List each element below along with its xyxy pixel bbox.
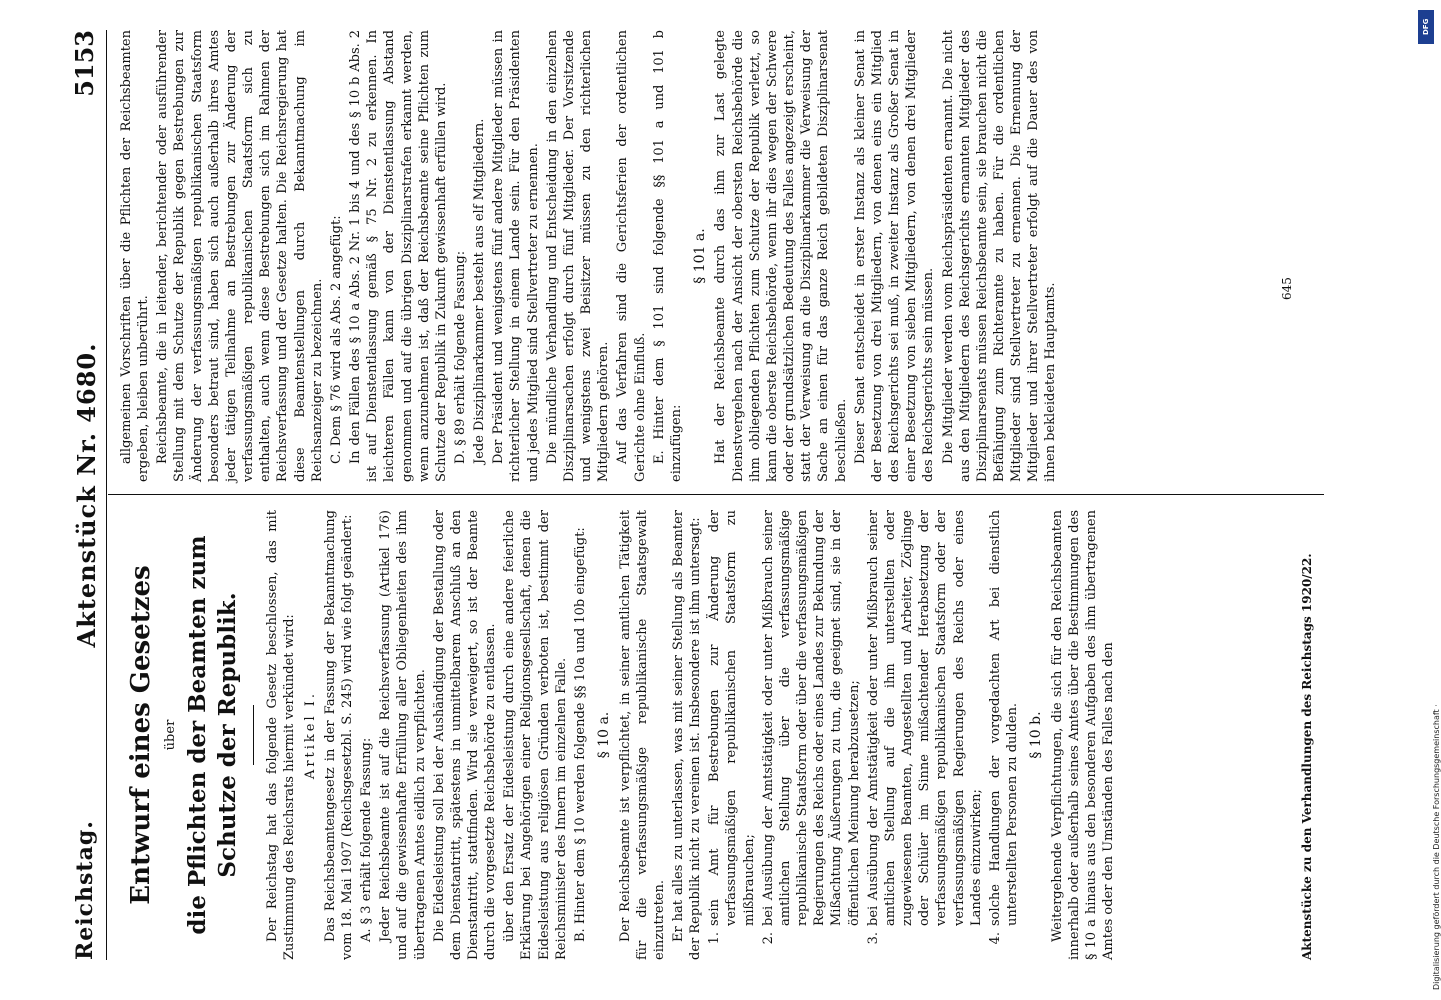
paragraph: allgemeinen Vorschriften über die Pflichten der Reichsbeamten ergeben, bleiben unberührt. (119, 30, 152, 482)
list-item-text: bei Ausübung der Amtstätigkeit oder unter Mißbrauch seiner amtlichen Stellung auf die ihm unterstellten oder zugewiesenen Beamten, Angestellten und Arbeiter, Zöglinge oder Schüler im Sinne mißachtender Herabsetzung der verfassungsmäßigen republikanischen Staatsform oder der verfassungsmäßigen Regierungen des Reichs oder eines Landes einzuwirken; (865, 510, 984, 926)
left-column-body (264, 510, 1117, 960)
digitization-credit (1418, 10, 1441, 990)
page-number: 5153 (70, 30, 99, 97)
article-heading: Artikel I. (302, 690, 318, 780)
paragraph: Er hat alles zu unterlassen, was mit seiner Stellung als Beamter der Republik nicht zu vereinen ist. Insbesondere ist ihm untersagt: (671, 510, 704, 960)
list-item-text: sein Amt für Bestrebungen zur Änderung der verfassungsmäßigen republikanischen Staatsform zu mißbrauchen; (707, 510, 757, 926)
paragraph: C. Dem § 76 wird als Abs. 2 angefügt: (328, 215, 344, 464)
page-header (66, 30, 106, 960)
column-divider (108, 494, 1324, 495)
right-column (118, 30, 1062, 482)
section-heading: § 101 a. (692, 228, 708, 284)
list-item-number: 2. (760, 932, 776, 945)
paragraph: Die mündliche Verhandlung und Entscheidung in den einzelnen Disziplinarsachen erfolgt durch fünf Mitglieder. Der Vorsitzende und wenigstens zwei Beisitzer müssen zu den richterlichen Mitgliedern gehören. (544, 30, 612, 482)
credit-text: Digitalisierung gefördert durch die Deutsche Forschungsgemeinschaft · (1432, 704, 1441, 990)
list-item-number: 1. (707, 932, 723, 945)
list-item-number: 3. (865, 932, 881, 945)
law-title-connector: über (163, 719, 179, 751)
list-item-text: solche Handlungen der vorgedachten Art bei dienstlich unterstellten Personen zu dulden. (987, 510, 1020, 926)
paragraph: Die Mitglieder werden vom Reichspräsidenten ernannt. Die nicht aus den Mitgliedern des Reichsgerichts ernannten Mitglieder des Disziplinarsenats müssen Reichsbeamte sein, sie brauchen nicht die Befähigung zum Richteramte zu haben. Für die ordentlichen Mitglieder sind Stellvertreter zu ernennen. Die Ernennung der Mitglieder und ihrer Stellvertreter erfolgt auf die Dauer des von ihnen bekleideten Hauptamts. (940, 30, 1059, 482)
list-item (760, 510, 863, 960)
paragraph: Der Reichstag hat das folgende Gesetz beschlossen, das mit Zustimmung des Reichsrats hiermit verkündet wird: (265, 510, 298, 960)
paragraph: D. § 89 erhält folgende Fassung: (452, 250, 468, 464)
paragraph: Jeder Reichsbeamte ist auf die Reichsverfassung (Artikel 176) und auf die gewissenhafte Erfüllung aller Obliegenheiten des ihm übertragenen Amtes eidlich zu verpflichten. (378, 510, 428, 960)
paragraph: Die Eidesleistung soll bei der Aushändigung der Bestallung oder dem Dienstantritt, spätestens in unmittelbarem Anschluß an den Dienstantritt, stattfinden. Wird sie verweigert, so ist der Beamte durch die vorgesetzte Reichsbehörde zu entlassen. (431, 510, 499, 960)
list-item (865, 510, 985, 960)
section-heading: § 10 b. (1028, 711, 1045, 759)
paragraph: Der Präsident und wenigstens fünf andere Mitglieder müssen in richterlicher Stellung in einem Lande sein. Für den Präsidenten und jedes Mitglied sind Stellvertreter zu ernennen. (491, 30, 541, 482)
paragraph: über den Ersatz der Eidesleistung durch eine andere feierliche Erklärung bei Angehörigen einer Religionsgesellschaft, denen die Eidesleistung aus religiösen Gründen verboten ist, bestimmt der Reichsminister des Innern im einzelnen Falle. (502, 510, 569, 960)
page-mark: 645 (1280, 277, 1294, 300)
paragraph: Der Reichsbeamte ist verpflichtet, in seiner amtlichen Tätigkeit für die verfassungsmäßige republikanische Staatsgewalt einzutreten. (617, 510, 667, 960)
list-item (706, 510, 757, 960)
list-item (987, 510, 1021, 960)
title-rule (253, 705, 254, 765)
header-left: Reichstag. (72, 820, 98, 960)
paragraph: Reichsbeamte, die in leitender, berichtender oder ausführender Stellung mit dem Schutze der Republik gegen Bestrebungen zur Änderung der verfassungsmäßigen republikanischen Staatsform besonders betraut sind, haben sich auch außerhalb ihres Amtes jeder tätigen Teilnahme an Bestrebungen zur Änderung der verfassungsmäßigen republikanischen Staatsform sich zu enthalten, auch wenn diese Bestrebungen sich im Rahmen der Reichsverfassung und der Gesetze halten. Die Reichsregierung hat diese Beamtenstellungen durch Bekanntmachung im Reichsanzeiger zu bezeichnen. (155, 30, 325, 482)
dfg-logo: DFG (1418, 10, 1434, 44)
header-rule (106, 30, 107, 960)
list-item-number: 4. (987, 932, 1003, 945)
paragraph: Weitergehende Verpflichtungen, die sich für den Reichsbeamten innerhalb oder außerhalb seines Amtes über die Bestimmungen des § 10 a hinaus aus den besonderen Aufgaben des ihm übertragenen Amtes oder den Umständen des Falles nach den (1049, 510, 1117, 960)
paragraph: In den Fällen des § 10 a Abs. 2 Nr. 1 bis 4 und des § 10 b Abs. 2 ist auf Dienstentlassung gemäß § 75 Nr. 2 zu erkennen. In leichteren Fällen kann von der Dienstentlassung Abstand genommen und auf die übrigen Disziplinarstrafen erkannt werden, wenn anzunehmen ist, daß der Reichsbeamte seine Pflichten zum Schutze der Republik in Zukunft gewissenhaft erfüllen wird. (348, 30, 449, 482)
section-heading: § 10 a. (596, 711, 613, 759)
header-title: Aktenstück Nr. 4680. (72, 342, 101, 648)
paragraph: Dieser Senat entscheidet in erster Instanz als kleiner Senat in der Besetzung von drei Mitgliedern, von denen eins ein Mitglied des Reichsgerichts sei muß, in zweiter Instanz als Großer Senat in einer Besetzung von sieben Mitgliedern, von denen drei Mitglieder des Reichsgerichts sein müssen. (852, 30, 937, 482)
paragraph: Hat der Reichsbeamte durch das ihm zur Last gelegte Dienstvergehen nach der Ansicht der obersten Reichsbehörde die ihm obliegenden Pflichten zum Schutze der Republik verletzt, so kann die oberste Reichsbehörde, wenn ihr dies wegen der Schwere oder der grundsätzlichen Bedeutung des Falles angezeigt erscheint, statt der Verweisung an die Disziplinarkammer die Verweisung der Sache an einen für das ganze Reich gebildeten Disziplinarsenat beschließen. (713, 30, 849, 482)
law-title: Entwurf eines Gesetzes (126, 565, 156, 905)
paragraph: Auf das Verfahren sind die Gerichtsferien der ordentlichen Gerichte ohne Einfluß. (615, 30, 648, 482)
paragraph: E. Hinter dem § 101 sind folgende §§ 101 a und 101 b einzufügen: (651, 30, 684, 482)
paragraph: A. § 3 erhält folgende Fassung: (359, 737, 375, 942)
paragraph: Jede Disziplinarkammer besteht aus elf Mitgliedern. (472, 118, 488, 464)
paragraph: B. Hinter dem § 10 werden folgende §§ 10a und 10b eingefügt: (572, 527, 588, 942)
footer-note: Aktenstücke zu den Verhandlungen des Reichstags 1920/22. (1300, 553, 1314, 960)
paragraph: Das Reichsbeamtengesetz in der Fassung der Bekanntmachung vom 18. Mai 1907 (Reichsgesetzbl. S. 245) wird wie folgt geändert: (322, 510, 355, 960)
left-column (118, 510, 1119, 960)
law-subject: die Pflichten der Beamten zum Schutze der Republik. (184, 535, 242, 935)
list-item-text: bei Ausübung der Amtstätigkeit oder unter Mißbrauch seiner amtlichen Stellung über die verfassungsmäßige republikanische Staatsform oder über die verfassungsmäßigen Regierungen des Reichs oder eines Landes zur Bekundung der Mißachtung Äußerungen zu tun, die geeignet sind, sie in der öffentlichen Meinung herabzusetzen; (760, 510, 862, 926)
